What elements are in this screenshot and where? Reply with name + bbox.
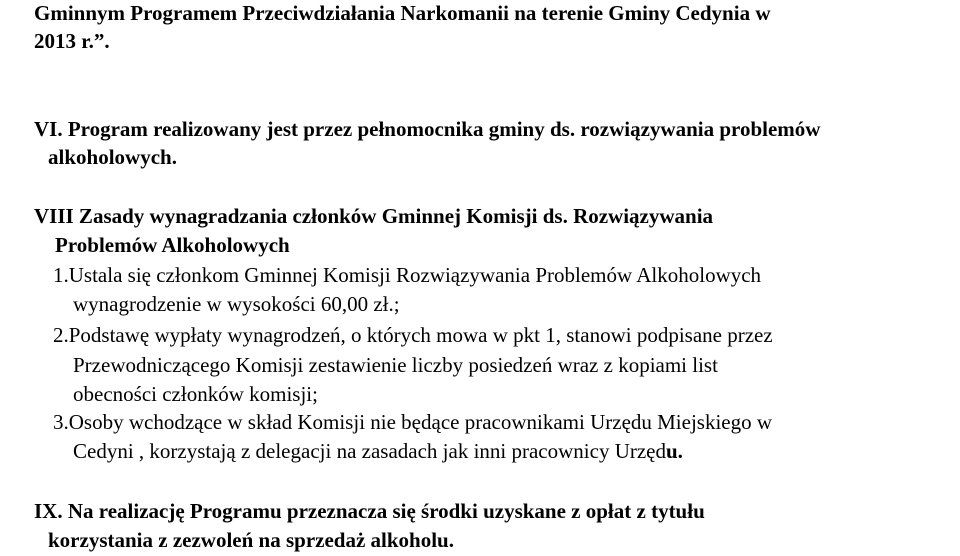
section-8-item-3-line-2-text: Cedyni , korzystają z delegacji na zasadach jak inni pracownicy Urzęd [73, 439, 666, 463]
section-6-line-1: VI. Program realizowany jest przez pełnomocnika gminy ds. rozwiązywania problemów [34, 117, 821, 141]
section-9-line-1-text: Na realizację Programu przeznacza się środki uzyskane z opłat z tytułu [67, 499, 705, 523]
section-8-item-3-line-2 [73, 437, 683, 465]
section-9-line-1 [34, 497, 705, 525]
intro-line-2: 2013 r.”. [34, 29, 110, 53]
section-8-heading-line-1: VIII Zasady wynagradzania członków Gminnej Komisji ds. Rozwiązywania [34, 204, 714, 228]
section-9-line-2: korzystania z zezwoleń na sprzedaż alkoholu. [48, 528, 454, 552]
section-8-item-3-line-1: 3.Osoby wchodzące w skład Komisji nie będące pracownikami Urzędu Miejskiego w [53, 410, 773, 434]
section-8-heading-line-2: Problemów Alkoholowych [55, 233, 290, 257]
section-9-label: IX. [34, 499, 63, 523]
section-8-item-1-line-2: wynagrodzenie w wysokości 60,00 zł.; [73, 292, 400, 316]
section-8-item-2-line-1: 2.Podstawę wypłaty wynagrodzeń, o których mowa w pkt 1, stanowi podpisane przez [53, 323, 773, 347]
section-8-item-2-line-3: obecności członków komisji; [73, 382, 318, 406]
section-8-item-2-line-2: Przewodniczącego Komisji zestawienie liczby posiedzeń wraz z kopiami list [73, 353, 718, 377]
section-8-item-3-bold-tail: u. [666, 439, 683, 463]
intro-line-1: Gminnym Programem Przeciwdziałania Narkomanii na terenie Gminy Cedynia w [34, 1, 771, 25]
section-6-line-2: alkoholowych. [48, 145, 177, 169]
section-8-item-1-line-1: 1.Ustala się członkom Gminnej Komisji Rozwiązywania Problemów Alkoholowych [53, 263, 762, 287]
